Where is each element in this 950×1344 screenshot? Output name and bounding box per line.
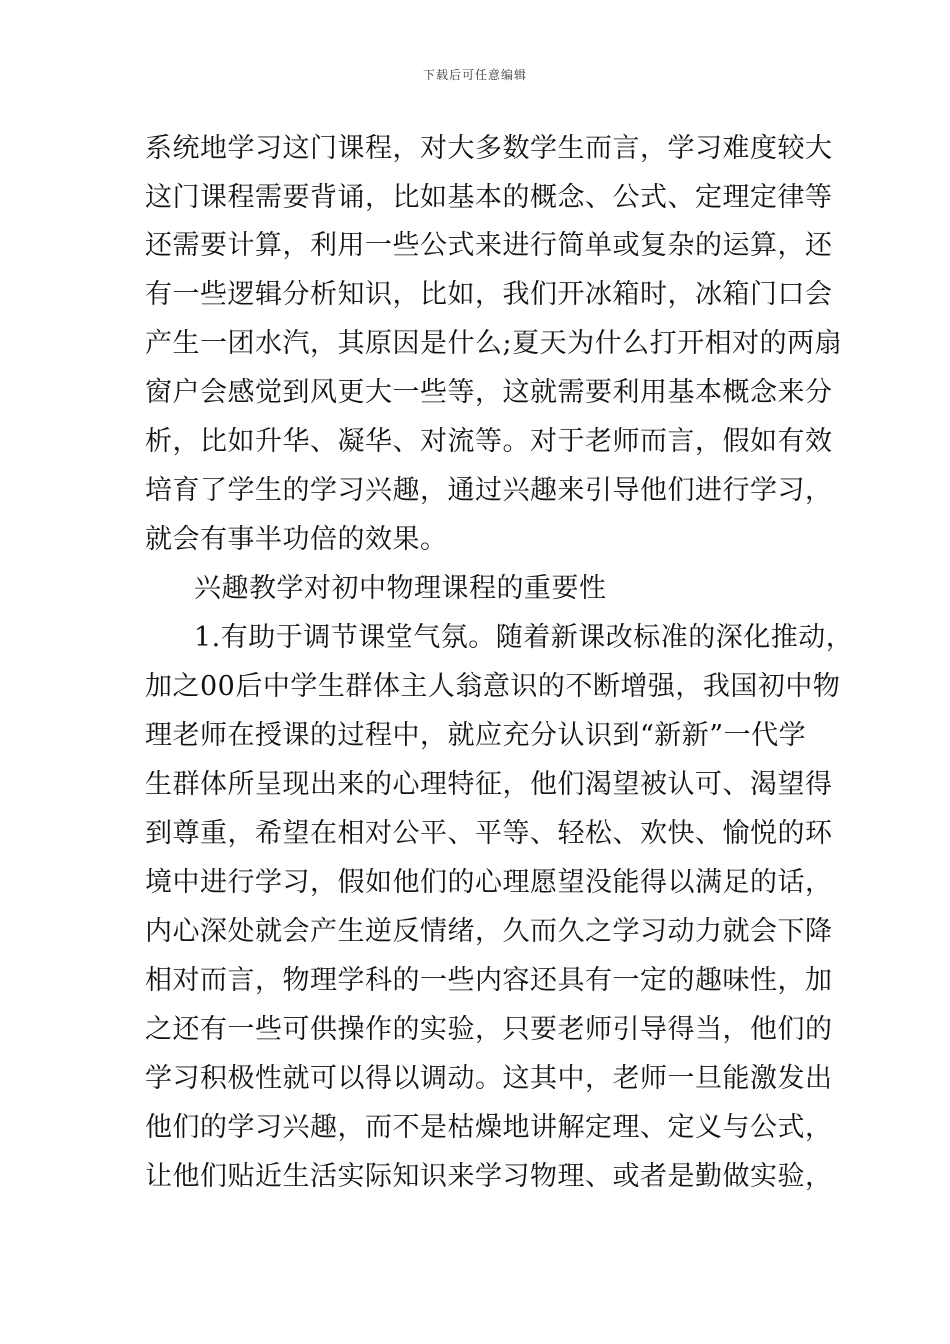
body-line: 有一些逻辑分析知识，比如，我们开冰箱时，冰箱门口会: [145, 279, 833, 310]
body-line: 境中进行学习，假如他们的心理愿望没能得以满足的话，: [145, 867, 833, 898]
body-line: 系统地学习这门课程，对大多数学生而言，学习难度较大: [145, 133, 833, 164]
body-line: 之还有一些可供操作的实验，只要老师引导得当，他们的: [145, 1014, 833, 1045]
body-line: 培育了学生的学习兴趣，通过兴趣来引导他们进行学习，: [145, 475, 833, 506]
section-heading: 兴趣教学对初中物理课程的重要性: [194, 573, 607, 604]
body-line: 1.有助于调节课堂气氛。随着新课改标准的深化推动，: [194, 622, 854, 653]
body-line: 学习积极性就可以得以调动。这其中，老师一旦能激发出: [145, 1063, 833, 1094]
page-header: 下载后可任意编辑: [422, 68, 527, 82]
body-line: 他们的学习兴趣，而不是枯燥地讲解定理、定义与公式，: [145, 1112, 833, 1143]
body-line: 窗户会感觉到风更大一些等，这就需要利用基本概念来分: [145, 377, 833, 408]
body-line: 还需要计算，利用一些公式来进行简单或复杂的运算，还: [145, 230, 833, 261]
body-line: 理老师在授课的过程中，就应充分认识到“新新”一代学: [145, 720, 807, 751]
body-line: 就会有事半功倍的效果。: [145, 524, 448, 555]
body-line: 内心深处就会产生逆反情绪，久而久之学习动力就会下降: [145, 916, 833, 947]
body-line: 析，比如升华、凝华、对流等。对于老师而言，假如有效: [145, 426, 833, 457]
body-line: 产生一团水汽，其原因是什么;夏天为什么打开相对的两扇: [145, 328, 843, 359]
body-line: 加之00后中学生群体主人翁意识的不断增强，我国初中物: [145, 671, 841, 702]
body-line: 让他们贴近生活实际知识来学习物理、或者是勤做实验，: [145, 1161, 833, 1192]
body-line: 生群体所呈现出来的心理特征，他们渴望被认可、渴望得: [145, 769, 833, 800]
body-line: 这门课程需要背诵，比如基本的概念、公式、定理定律等: [145, 182, 833, 213]
body-line: 到尊重，希望在相对公平、平等、轻松、欢快、愉悦的环: [145, 818, 833, 849]
body-line: 相对而言，物理学科的一些内容还具有一定的趣味性，加: [145, 965, 833, 996]
